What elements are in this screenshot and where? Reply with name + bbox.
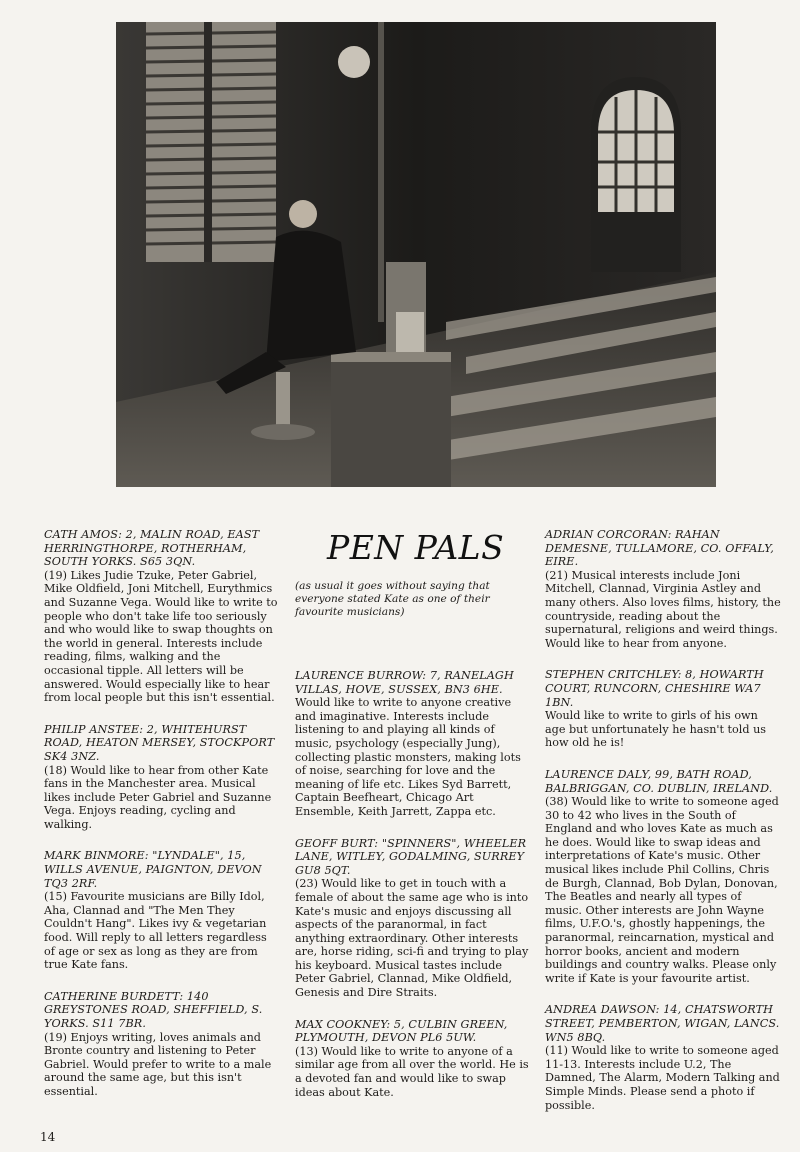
entry-text: (13) Would like to write to anyone of a similar age from all over the world. He is a devoted fan and would like to swap ideas about Kate. — [295, 1044, 529, 1099]
entry-address: LAURENCE BURROW: 7, RANELAGH VILLAS, HOVE, SUSSEX, BN3 6HE. — [295, 669, 514, 696]
entry-text: (11) Would like to write to someone aged 11-13. Interests include U.2, The Damned, The Alarm, Modern Talking and Simple Minds. Please send a photo if possible. — [545, 1044, 780, 1112]
page-number: 14 — [40, 1130, 56, 1144]
room-photograph — [116, 22, 716, 487]
entry-text: (23) Would like to get in touch with a female of about the same age who is into Kate's music and enjoys discussing all aspects of the paranormal, in fact anything extraordinary. Other interests are, horse riding, sci-fi and trying to play his keyboard. Musical tastes include Peter Gabriel, Clannad, Mike Oldfield, Genesis and Dire Straits. — [295, 877, 529, 1000]
pen-pal-entry — [295, 1018, 531, 1100]
entry-address: ANDREA DAWSON: 14, CHATSWORTH STREET, PEMBERTON, WIGAN, LANCS. WN5 8BQ. — [545, 1003, 780, 1044]
pen-pal-entry — [295, 669, 531, 819]
entry-text: (15) Favourite musicians are Billy Idol, Aha, Clannad and "The Men They Couldn't Hang". Likes ivy & vegetarian food. Will reply to all letters regardless of age or sex as long as they are from true Kate fans. — [44, 890, 267, 972]
entry-text: Would like to write to anyone creative and imaginative. Interests include listening to and playing all kinds of music, psychology (especially Jung), collecting plastic monsters, making lots of noise, searching for love and the meaning of life etc. Likes Syd Barrett, Captain Beefheart, Chicago Art Ensemble, Keith Jarrett, Zappa etc. — [295, 696, 521, 818]
entry-text: (19) Likes Judie Tzuke, Peter Gabriel, Mike Oldfield, Joni Mitchell, Eurythmics and Suzanne Vega. Would like to write to people who don't take life too seriously and who would like to swap thoughts on the world in general. Interests include reading, films, walking and the occasional tipple. All letters will be answered. Would especially like to hear from local people but this isn't essential. — [44, 568, 278, 705]
entry-text: Would like to write to girls of his own age but unfortunately he hasn't told us how old he is! — [545, 709, 767, 750]
pen-pal-entry — [44, 849, 280, 971]
pen-pal-entry — [44, 528, 280, 705]
column-2 — [295, 528, 531, 1117]
entry-address: MAX COOKNEY: 5, CULBIN GREEN, PLYMOUTH, DEVON PL6 5UW. — [295, 1017, 508, 1045]
column-3 — [545, 528, 781, 1130]
entry-text: (18) Would like to hear from other Kate fans in the Manchester area. Musical likes include Peter Gabriel and Suzanne Vega. Enjoys reading, cycling and walking. — [44, 763, 272, 831]
entry-address: LAURENCE DALY, 99, BATH ROAD, BALBRIGGAN, CO. DUBLIN, IRELAND. — [545, 767, 773, 795]
entry-address: CATH AMOS: 2, MALIN ROAD, EAST HERRINGTHORPE, ROTHERHAM, SOUTH YORKS. S65 3QN. — [44, 528, 260, 569]
entry-address: STEPHEN CRITCHLEY: 8, HOWARTH COURT, RUNCORN, CHESHIRE WA7 1BN. — [545, 668, 764, 709]
page-title: PEN PALS — [327, 528, 505, 567]
entry-text: (19) Enjoys writing, loves animals and Bronte country and listening to Peter Gabriel. Would prefer to write to a male around the same age, but this isn't essential. — [44, 1030, 272, 1098]
intro-note: (as usual it goes without saying that everyone stated Kate as one of their favourite musicians) — [295, 580, 490, 618]
entry-text: (21) Musical interests include Joni Mitchell, Clannad, Virginia Astley and many others. Also loves films, history, the countryside, reading about the supernatural, religions and weird things. Would like to hear from anyone. — [545, 568, 781, 650]
pen-pal-entry — [295, 837, 531, 1000]
entry-address: MARK BINMORE: "LYNDALE", 15, WILLS AVENUE, PAIGNTON, DEVON TQ3 2RF. — [44, 849, 262, 890]
entry-address: GEOFF BURT: "SPINNERS", WHEELER LANE, WITLEY, GODALMING, SURREY GU8 5QT. — [295, 836, 527, 877]
pen-pal-entry — [44, 990, 280, 1099]
column-1 — [44, 528, 280, 1117]
pen-pal-entry — [545, 768, 781, 986]
pen-pal-entry — [545, 1003, 781, 1112]
pen-pal-entry — [545, 528, 781, 650]
entry-text: (38) Would like to write to someone aged 30 to 42 who lives in the South of England and who loves Kate as much as he does. Would like to swap ideas and interpretations of Kate's music. Other musical likes include Phil Collins, Chris de Burgh, Clannad, Bob Dylan, Donovan, The Beatles and nearly all types of music. Other interests are John Wayne films, U.F.O.'s, ghostly happenings, the paranormal, reincarnation, mystical and horror books, ancient and modern buildings and country walks. Please only write if Kate is your favourite artist. — [545, 795, 779, 985]
pen-pal-entry — [545, 668, 781, 750]
entry-address: PHILIP ANSTEE: 2, WHITEHURST ROAD, HEATON MERSEY, STOCKPORT SK4 3NZ. — [44, 722, 275, 763]
entry-address: ADRIAN CORCORAN: RAHAN DEMESNE, TULLAMORE, CO. OFFALY, EIRE. — [545, 528, 774, 569]
entry-address: CATHERINE BURDETT: 140 GREYSTONES ROAD, SHEFFIELD, S. YORKS. S11 7BR. — [44, 989, 263, 1030]
pen-pal-entry — [44, 723, 280, 832]
